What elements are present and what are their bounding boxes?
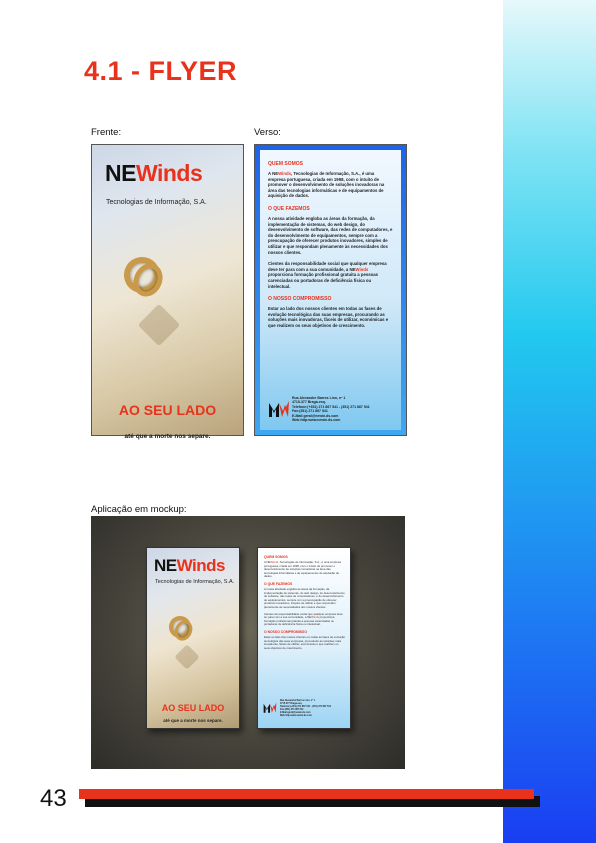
mockup-image: [91, 516, 405, 769]
section-text: A NEWinds, Tecnologias de Informação, S.A., é uma empresa portuguesa, criada em 1998, com o intuito de promover o desenvolvimento de soluções inovadoras na área das tecnologias informáticas e de equipamentos de aquisição de dados.: [268, 171, 385, 199]
mockup-flyer-front: [146, 547, 240, 729]
newinds-logo-icon: [268, 397, 290, 419]
page-number: 43: [40, 785, 67, 812]
section-title: O NOSSO COMPROMISSO: [268, 296, 332, 303]
section-title: O NOSSO COMPROMISSO: [264, 629, 307, 634]
footer-bar-red: [79, 789, 534, 799]
brand-subtitle: Tecnologias de Informação, S.A.: [106, 199, 207, 206]
brand-logo-text: NEWinds: [154, 556, 225, 575]
section-text: Cientes da responsabilidade social que qualquer empresa deve ter para com a sua comunidade, a NEWinds proporciona formação profissional gratuita a pessoas carenciadas ou portadoras de deficiência física ou intelectual.: [264, 611, 343, 627]
page-title: 4.1 - FLYER: [84, 56, 238, 86]
mockup-back-text: [264, 555, 345, 653]
tagline: até que a morte nos separe.: [124, 433, 211, 440]
slogan: AO SEU LADO: [118, 402, 217, 418]
brand-subtitle: Tecnologias de Informação, S.A.: [155, 579, 235, 585]
slogan: AO SEU LADO: [161, 703, 225, 713]
tagline: até que a morte nos separe.: [163, 718, 223, 723]
flyer-back-text: [268, 161, 393, 334]
section-title: QUEM SOMOS: [268, 161, 304, 167]
brand-logo-text: NEWinds: [105, 160, 203, 186]
heart-shadow-icon: [174, 644, 199, 669]
mockup-label: Aplicação em mockup:: [91, 504, 187, 515]
section-text: A nossa atividade engloba as áreas da formação, da implementação de sistemas, do web design, do desenvolvimento de software, das redes de computadores, e do desenvolvimento de equipamentos, sempre com a preocupação de oferecer produtos inovadores, simples de utilizar e que respondam plenamente às necessidades dos nossos clientes.: [268, 215, 393, 255]
section-text: Cientes da responsabilidade social que qualquer empresa deve ter para com a sua comunidade, a NEWinds proporciona formação profissional gratuita a pessoas carenciadas ou portadoras de deficiência física ou intelectual.: [268, 261, 387, 289]
mockup-flyer-back: [257, 547, 351, 729]
sidebar-gradient: [503, 0, 596, 843]
section-text: A nossa atividade engloba as áreas da formação, da implementação de sistemas, do web design, do desenvolvimento de software, das redes de computadores, e do desenvolvimento de equipamentos, sempre com a preocupação de oferecer produtos inovadores, simples de utilizar e que respondam plenamente às necessidades dos nossos clientes.: [264, 586, 345, 609]
address-block: Rua Alexandre Barros Lino, nº 1 4715-377 Braga-esq. Telefone:(+351) 271 867 541 - (351) 271 867 541 Fax:(351) 271 867 541 E-Mail:geral@newin.ds.com Web:http:www.newin.ds.com: [292, 396, 370, 423]
verso-label: Verso:: [254, 127, 281, 138]
front-label: Frente:: [91, 127, 122, 138]
newinds-logo-icon: [263, 700, 277, 714]
section-text: Estar ao lado dos nossos clientes em todas as fases de evolução tecnológica das suas empresas, procurando as soluções mais inovadoras, fáceis de utilizar, económicas e que realizem os seus objetivos de crescimento.: [268, 306, 389, 328]
flyer-back: [254, 144, 407, 436]
flyer-front: [91, 144, 244, 440]
address-block: Rua Alexandre Barros Lino, nº 1 4715-377 Braga-esq. Telefone:(+351) 271 867 541 - (351) 271 867 541 Fax:(351) 271 867 541 E-Mail:geral@newin.ds.com Web:http:www.newin.ds.com: [280, 700, 331, 717]
section-title: O QUE FAZEMOS: [268, 205, 310, 212]
section-text: A NEWinds, Tecnologias de Informação, S.A., é uma empresa portuguesa, criada em 1998, com o intuito de promover o desenvolvimento de soluções inovadoras na área das tecnologias informáticas e de equipamentos de aquisição de dados.: [264, 560, 341, 579]
section-text: Estar ao lado dos nossos clientes em todas as fases de evolução tecnológica das suas empresas, procurando as soluções mais inovadoras, fáceis de utilizar, económicas e que realizem os seus objetivos de crescimento.: [264, 634, 346, 650]
section-title: O QUE FAZEMOS: [264, 581, 293, 586]
section-title: QUEM SOMOS: [264, 555, 288, 559]
flyer-back-panel: [260, 150, 401, 430]
heart-shadow-icon: [138, 304, 180, 346]
